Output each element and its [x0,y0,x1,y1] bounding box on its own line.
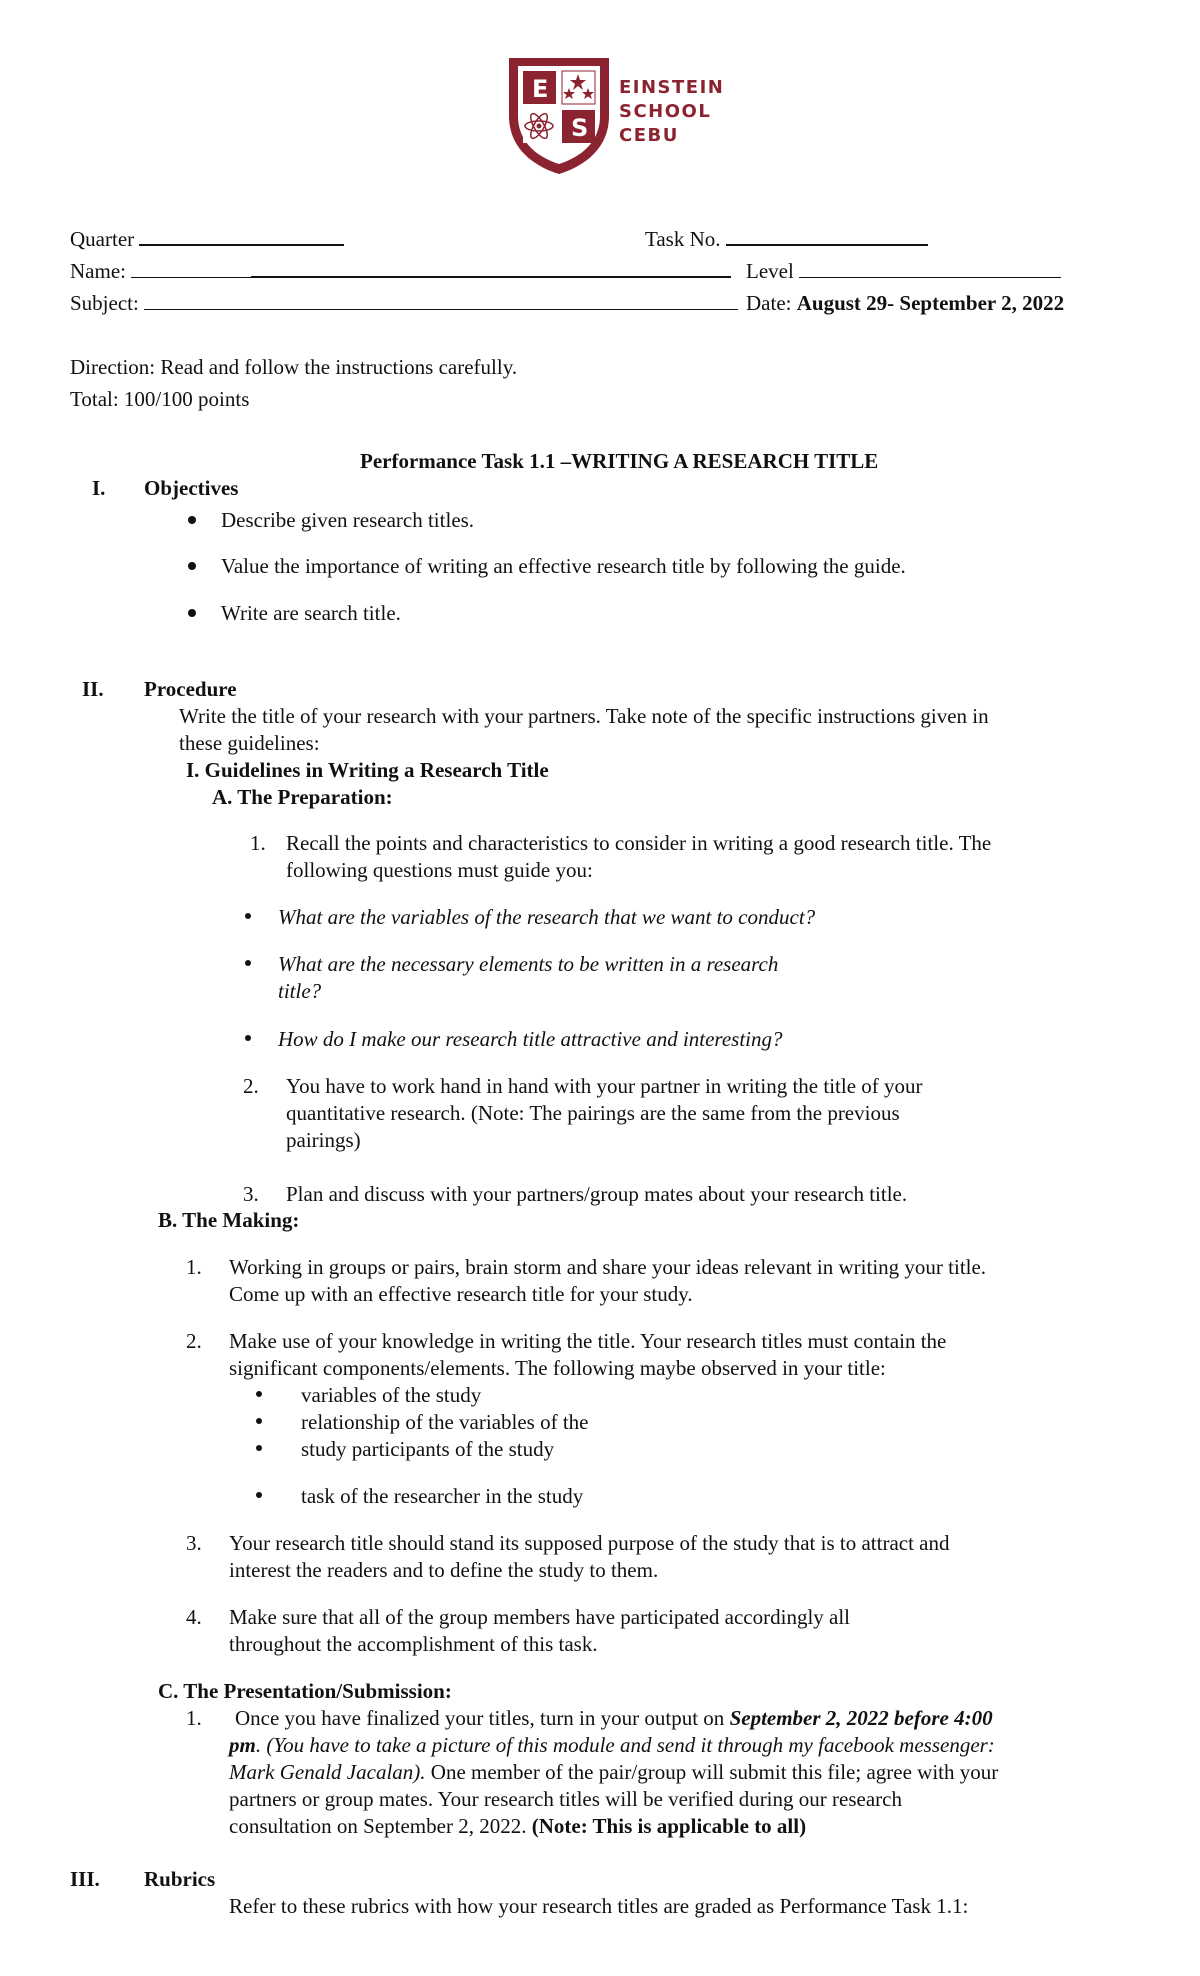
list-number: 1. [186,1706,202,1730]
list-number: 3. [186,1531,202,1555]
bullet-icon [245,913,251,919]
component-item: relationship of the variables of the [301,1410,589,1434]
date-value: August 29- September 2, 2022 [796,291,1065,315]
school-crest-icon [505,54,613,176]
presentation-line [229,1759,998,1785]
making-item: Come up with an effective research title for your study. [229,1282,693,1306]
preparation-item: Plan and discuss with your partners/group mates about your research title. [286,1182,908,1206]
rubrics-text: Refer to these rubrics with how your research titles are graded as Performance Task 1.1: [229,1894,969,1918]
procedure-intro: Write the title of your research with your partners. Take note of the specific instructions given in [179,704,989,728]
name-field [70,258,731,284]
level-field [746,258,1061,284]
name-blank [131,259,251,278]
list-number: 1. [250,831,266,855]
list-number: 2. [243,1074,259,1098]
bullet-icon [188,609,196,617]
objective-item: Value the importance of writing an effective research title by following the guide. [221,554,906,578]
school-logo [505,54,735,176]
objective-item: Write are search title. [221,601,401,625]
quarter-field [70,226,344,252]
preparation-item: You have to work hand in hand with your partner in writing the title of your [286,1074,923,1098]
list-number: 3. [243,1182,259,1206]
presentation-text: One member of the pair/group will submit this file; agree with your [425,1760,999,1784]
date-field [746,290,1064,316]
making-heading: B. The Making: [158,1208,300,1232]
presentation-line: partners or group mates. Your research titles will be verified during our research [229,1787,902,1811]
direction-text: Direction: Read and follow the instructions carefully. [70,355,518,379]
preparation-item: quantitative research. (Note: The pairings are the same from the previous [286,1101,900,1125]
svg-text:E: E [532,75,549,103]
list-number: 2. [186,1329,202,1353]
deadline-text: pm [229,1733,256,1757]
list-number: 1. [186,1255,202,1279]
rubrics-numeral: III. [70,1867,100,1891]
teacher-name: Mark Genald Jacalan). [229,1760,426,1784]
guide-question: title? [278,979,322,1003]
objectives-numeral: I. [92,476,106,500]
bullet-icon [245,1035,251,1041]
making-item: interest the readers and to define the study to them. [229,1558,659,1582]
svg-text:S: S [571,114,589,142]
guide-question: How do I make our research title attractive and interesting? [278,1027,783,1051]
task-title: Performance Task 1.1 –WRITING A RESEARCH TITLE [360,449,879,473]
date-label: Date: [746,291,792,315]
presentation-note: . (You have to take a picture of this module and send it through my facebook messenger: [255,1733,995,1757]
making-item: significant components/elements. The following maybe observed in your title: [229,1356,886,1380]
logo-line-2: SCHOOL [619,101,712,122]
making-item: Make use of your knowledge in writing the title. Your research titles must contain the [229,1329,947,1353]
making-item: throughout the accomplishment of this task. [229,1632,598,1656]
component-item: task of the researcher in the study [301,1484,584,1508]
task-no-field [645,226,928,252]
logo-line-1: EINSTEIN [619,77,725,98]
presentation-line [235,1705,993,1731]
rubrics-heading: Rubrics [144,1867,216,1891]
presentation-text: Once you have finalized your titles, turn in your output on [235,1706,730,1730]
presentation-text: consultation on September 2, 2022. [229,1814,532,1838]
logo-line-3: CEBU [619,125,679,146]
bullet-icon [256,1391,262,1397]
total-points: Total: 100/100 points [70,387,250,411]
quarter-label: Quarter [70,227,135,251]
subject-label: Subject: [70,291,139,315]
guide-question: What are the variables of the research that we want to conduct? [278,905,816,929]
procedure-intro: these guidelines: [179,731,320,755]
bullet-icon [188,562,196,570]
name-blank-bold [251,258,731,278]
subject-field [70,290,738,316]
presentation-heading: C. The Presentation/Submission: [158,1679,452,1703]
bullet-icon [256,1418,262,1424]
presentation-note: (Note: This is applicable to all) [531,1814,807,1838]
making-item: Your research title should stand its supposed purpose of the study that is to attract and [229,1531,950,1555]
guide-question: What are the necessary elements to be written in a research [278,952,779,976]
name-label: Name: [70,259,126,283]
presentation-line [229,1732,995,1758]
making-item: Working in groups or pairs, brain storm and share your ideas relevant in writing your title. [229,1255,987,1279]
procedure-numeral: II. [82,677,104,701]
subject-blank [144,291,738,310]
component-item: variables of the study [301,1383,482,1407]
quarter-blank [139,226,344,246]
making-item: Make sure that all of the group members have participated accordingly all [229,1605,851,1629]
task-no-label: Task No. [645,227,721,251]
preparation-item: pairings) [286,1128,361,1152]
list-number: 4. [186,1605,202,1629]
procedure-heading: Procedure [144,677,237,701]
task-no-blank [726,226,928,246]
component-item: study participants of the study [301,1437,555,1461]
objectives-heading: Objectives [144,476,239,500]
preparation-heading: A. The Preparation: [212,785,393,809]
level-blank [799,259,1061,278]
preparation-item: following questions must guide you: [286,858,593,882]
presentation-line [229,1813,806,1839]
bullet-icon [245,960,251,966]
bullet-icon [256,1492,262,1498]
bullet-icon [256,1445,262,1451]
level-label: Level [746,259,794,283]
deadline-text: September 2, 2022 before 4:00 [729,1706,993,1730]
preparation-item: Recall the points and characteristics to consider in writing a good research title. The [286,831,992,855]
objective-item: Describe given research titles. [221,508,475,532]
bullet-icon [188,516,196,524]
guidelines-heading: I. Guidelines in Writing a Research Title [186,758,549,782]
